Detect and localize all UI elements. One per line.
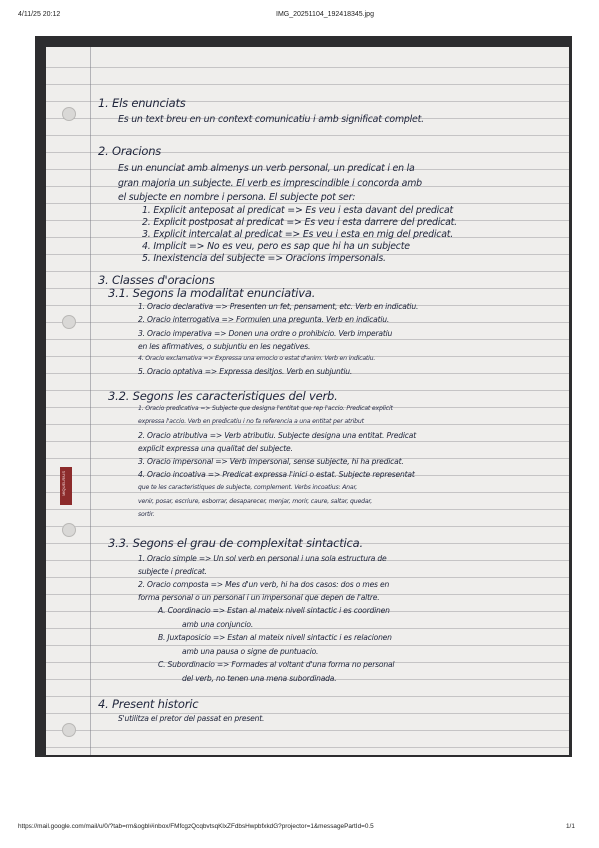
heading-present-historic: 4. Present historic (98, 697, 199, 711)
note-line: explicit expressa una qualitat del subjecte. (138, 444, 293, 453)
note-line: 3. Explicit intercalat al predicat => Es veu i esta en mig del predicat. (142, 229, 454, 240)
note-line: el subjecte en nombre i persona. El subjecte pot ser: (118, 192, 356, 203)
print-filename: IMG_20251104_192418345.jpg (276, 11, 374, 18)
note-line: 5. Oracio optativa => Expressa desitjos. Verb en subjuntiu. (138, 367, 353, 376)
note-line: expressa l'accio. Verb en predicatiu i no fa referencia a una entitat per atribut (138, 418, 364, 425)
notebook-page (46, 47, 569, 755)
heading-oracions: 2. Oracions (98, 144, 162, 158)
binder-hole-icon (62, 723, 76, 737)
note-line: venir, posar, escriure, esborrar, desaparecer, menjar, morir, caure, saltar, quedar, (138, 498, 372, 505)
note-line: Es un enunciat amb almenys un verb personal, un predicat i en la (118, 163, 415, 174)
note-line: gran majoria un subjecte. El verb es imprescindible i concorda amb (118, 178, 422, 189)
note-line: 1. Oracio simple => Un sol verb en personal i una sola estructura de (138, 554, 387, 563)
brand-tab-label: MIQUELRIUS (61, 471, 66, 496)
note-line: del verb, no tenen una mena subordinada. (182, 674, 337, 683)
binder-hole-icon (62, 523, 76, 537)
brand-tab (60, 467, 72, 505)
note-line: 4. Implicit => No es veu, pero es sap que hi ha un subjecte (142, 241, 410, 252)
note-line: que te les caracteristiques de subjecte, complement. Verbs incoatius: Anar, (138, 484, 358, 491)
note-line: 2. Oracio atributiva => Verb atributiu. Subjecte designa una entitat. Predicat (138, 431, 416, 440)
note-line: Es un text breu en un context comunicatiu i amb significat complet. (118, 114, 424, 125)
note-line: 1. Explicit anteposat al predicat => Es veu i esta davant del predicat (142, 205, 454, 216)
note-line: B. Juxtaposicio => Estan al mateix nivell sintactic i es relacionen (158, 633, 392, 642)
binder-hole-icon (62, 315, 76, 329)
subheading-caracteristiques-verb: 3.2. Segons les caracteristiques del verb. (108, 389, 338, 403)
heading-classes-oracions: 3. Classes d'oracions (98, 273, 215, 287)
note-line: en les afirmatives, o subjuntiu en les negatives. (138, 342, 311, 351)
margin-line (90, 47, 91, 755)
subheading-complexitat: 3.3. Segons el grau de complexitat sintactica. (108, 536, 363, 550)
note-line: 4. Oracio exclamativa => Expressa una emocio o estat d'anim. Verb en indicatiu. (138, 355, 376, 362)
note-line: A. Coordinacio => Estan al mateix nivell sintactic i es coordinen (158, 606, 390, 615)
notebook-photo (35, 36, 572, 757)
note-line: C. Subordinacio => Formades al voltant d'una forma no personal (158, 660, 395, 669)
print-page-number: 1/1 (566, 823, 575, 830)
note-line: subjecte i predicat. (138, 567, 207, 576)
note-line: 3. Oracio impersonal => Verb impersonal, sense subjecte, hi ha predicat. (138, 457, 404, 466)
note-line: S'utilitza el pretor del passat en present. (118, 714, 265, 723)
note-line: 2. Oracio composta => Mes d'un verb, hi ha dos casos: dos o mes en (138, 580, 390, 589)
note-line: 3. Oracio imperativa => Donen una ordre o prohibicio. Verb imperatiu (138, 329, 393, 338)
note-line: 2. Explicit postposat al predicat => Es veu i esta darrere del predicat. (142, 217, 457, 228)
binder-hole-icon (62, 107, 76, 121)
print-url: https://mail.google.com/mail/u/0/?tab=rm&ogbl#inbox/FMfcgzQcqbvtsqKlxZFdbsHwpbfxkdG?projector=1&messagePartId=0.5 (18, 823, 374, 830)
note-line: forma personal o un personal i un impersonal que depen de l'altre. (138, 593, 380, 602)
note-line: amb una conjuncio. (182, 620, 254, 629)
note-line: 5. Inexistencia del subjecte => Oracions impersonals. (142, 253, 386, 264)
heading-enunciats: 1. Els enunciats (98, 96, 186, 110)
print-date: 4/11/25 20:12 (18, 11, 61, 18)
note-line: sortir. (138, 511, 155, 518)
note-line: 2. Oracio interrogativa => Formulen una pregunta. Verb en indicatiu. (138, 315, 390, 324)
note-line: amb una pausa o signe de puntuacio. (182, 647, 319, 656)
note-line: 4. Oracio incoativa => Predicat expressa l'inici o estat. Subjecte representat (138, 470, 415, 479)
note-line: 1. Oracio declarativa => Presenten un fet, pensament, etc. Verb en indicatiu. (138, 302, 419, 311)
subheading-modalitat: 3.1. Segons la modalitat enunciativa. (108, 286, 316, 300)
note-line: 1. Oracio predicativa => Subjecte que designa l'entitat que rep l'accio. Predicat explicit (138, 405, 393, 412)
